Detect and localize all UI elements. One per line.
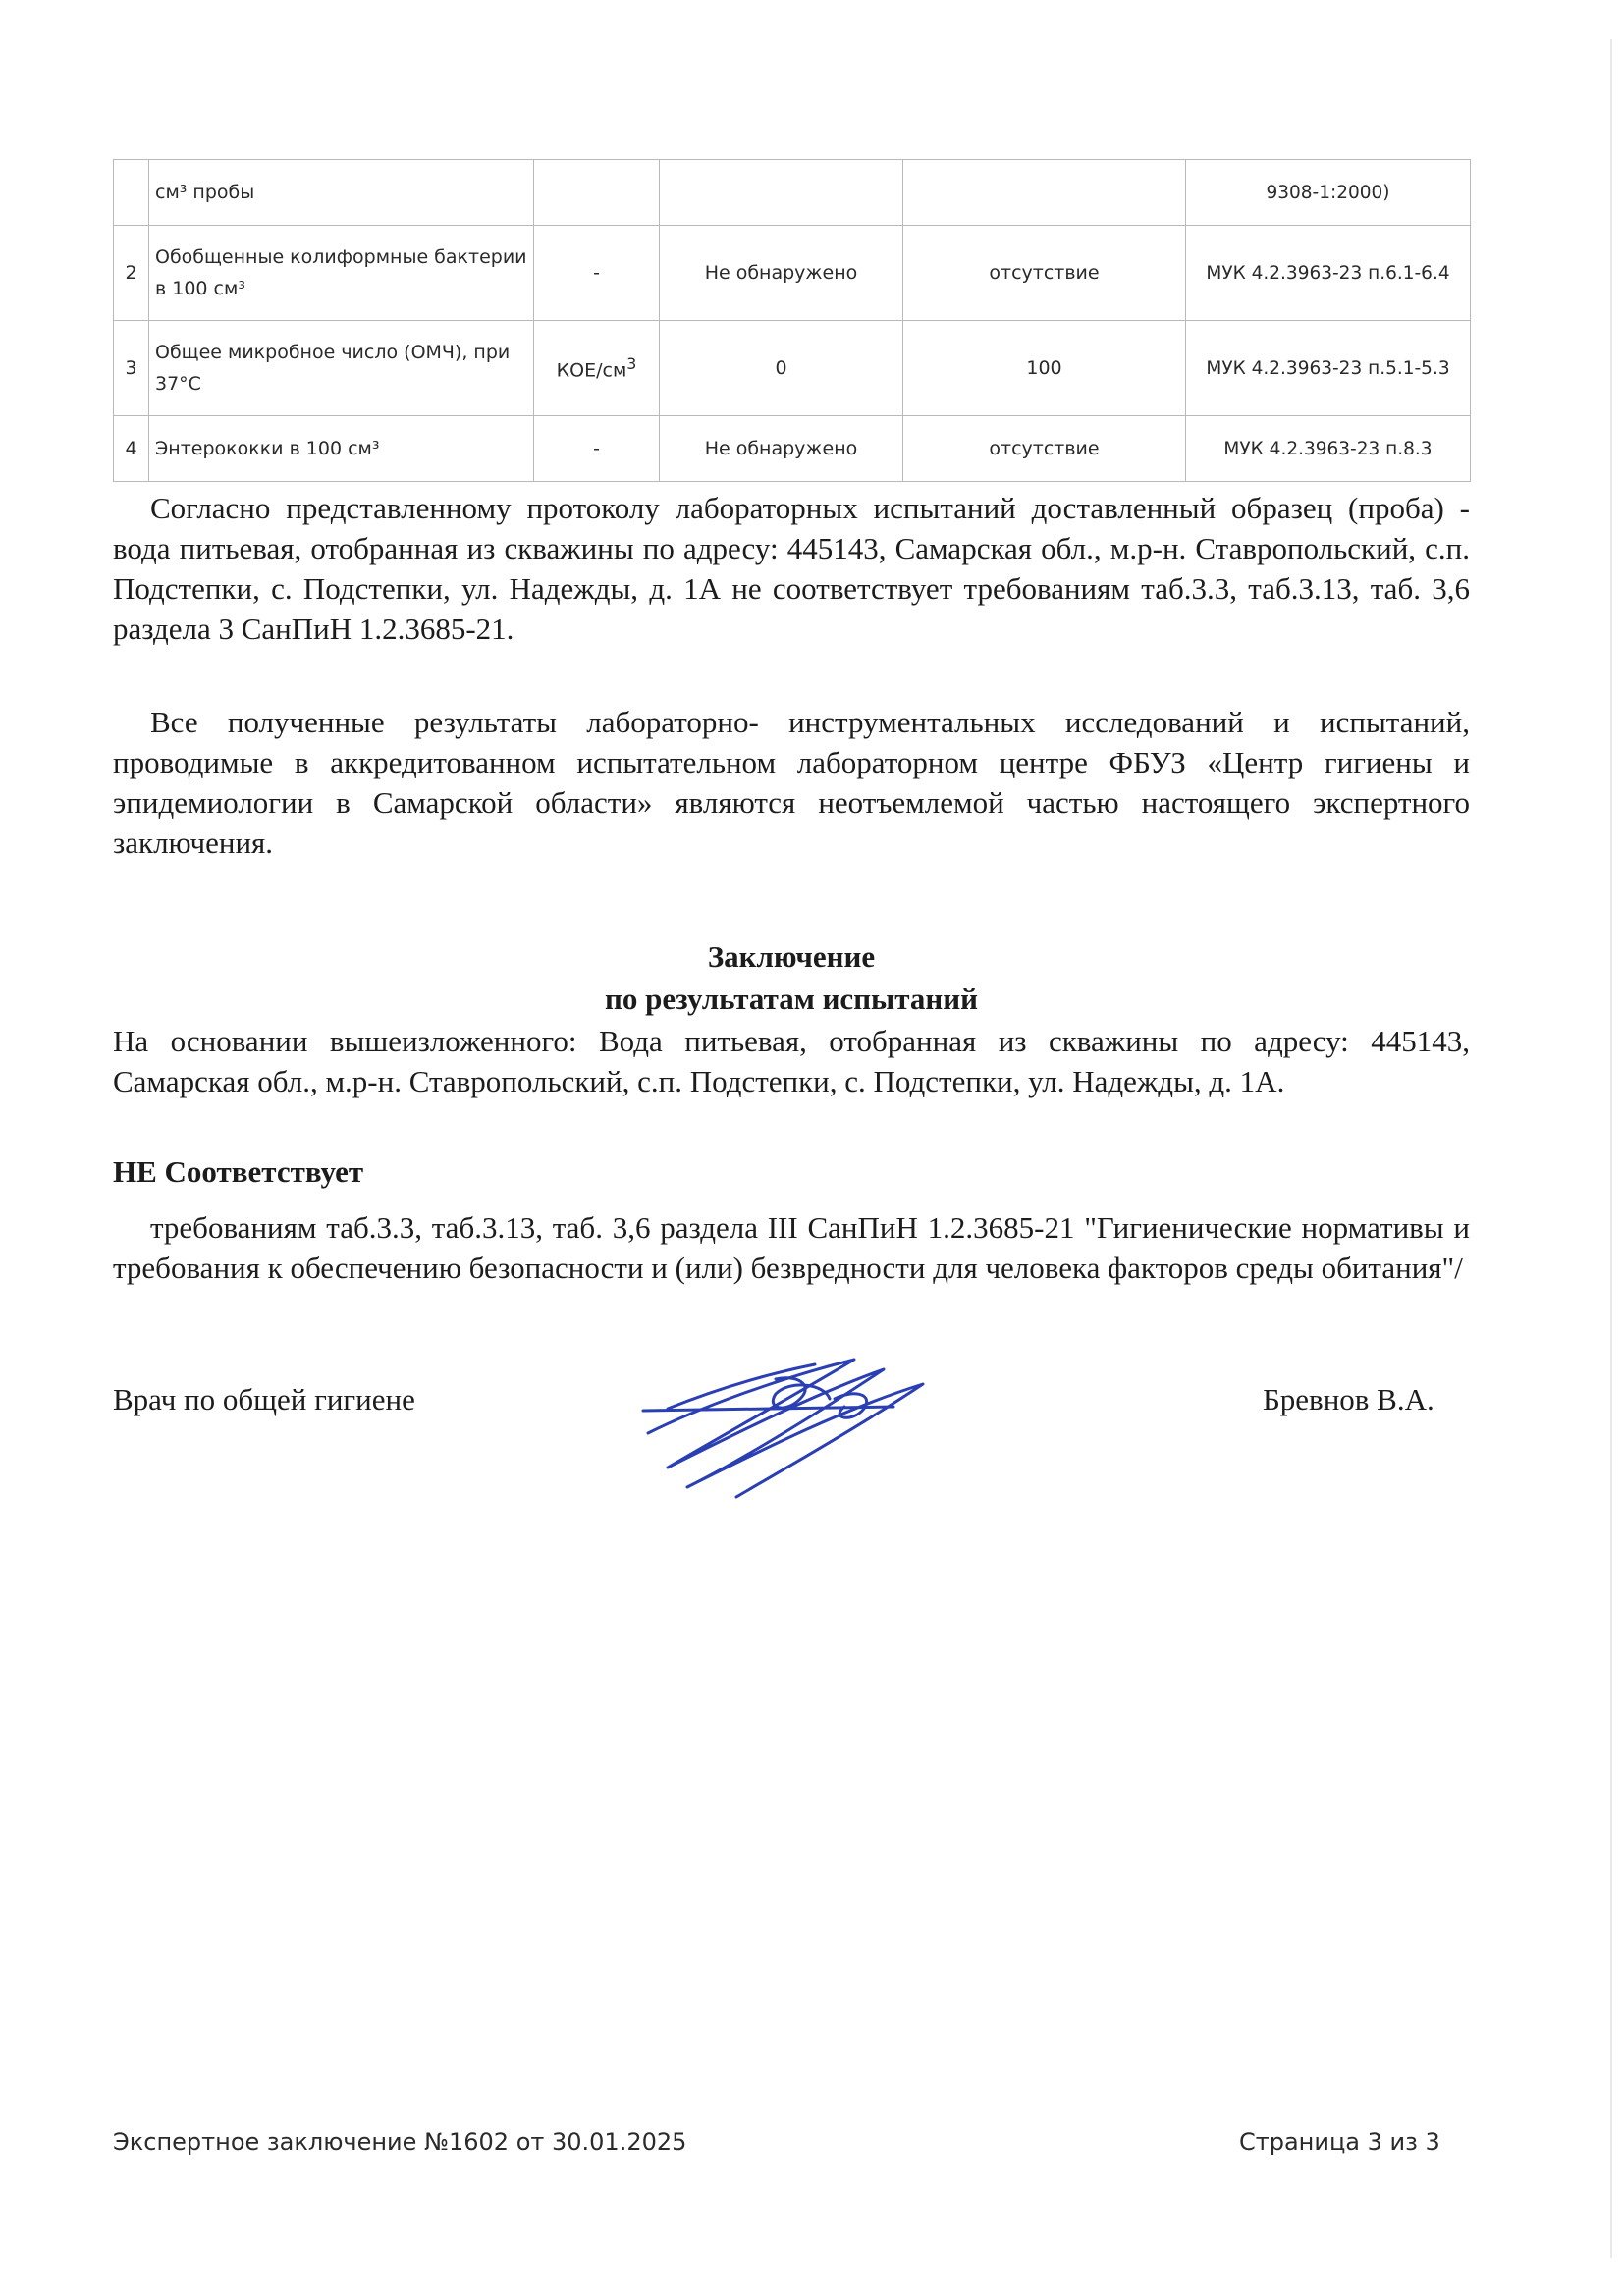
indicator-name: см³ пробы (149, 160, 534, 226)
requirements-paragraph: требованиям таб.3.3, таб.3.13, таб. 3,6 раздела III СанПиН 1.2.3685-21 "Гигиенические нормативы и требования к обеспечению безопасности и (или) безвредности для человека факторов среды обитания"/ (113, 1210, 1470, 1285)
accreditation-paragraph: Все полученные результаты лабораторно- инструментальных исследований и испытаний, проводимые в аккредитованном испытательном лабораторном центре ФБУЗ «Центр гигиены и эпидемиологии в Самарской области» являются неотъемлемой частью настоящего экспертного заключения. (113, 705, 1470, 860)
conclusion-basis: На основании вышеизложенного: Вода питьевая, отобранная из скважины по адресу: 445143, Самарская обл., м.р-н. Ставропольский, с.п. Подстепки, с. Подстепки, ул. Надежды, д. 1А. (113, 1024, 1470, 1098)
norm-cell: 100 (903, 321, 1186, 416)
signature-stroke (648, 1360, 923, 1497)
signer-name: Бревнов В.А. (1263, 1382, 1434, 1416)
row-number: 4 (114, 416, 149, 482)
result-cell: 0 (660, 321, 903, 416)
signer-position: Врач по общей гигиене (113, 1382, 415, 1416)
conclusion-title: Заключение (707, 939, 876, 974)
norm-cell: отсутствие (903, 416, 1186, 482)
signature-underline (643, 1407, 893, 1411)
scan-edge (1610, 39, 1612, 2258)
indicator-name: Энтерококки в 100 см³ (149, 416, 534, 482)
row-number (114, 160, 149, 226)
verdict: НЕ Соответствует (113, 1154, 364, 1189)
result-cell: Не обнаружено (660, 226, 903, 321)
handwritten-signature (628, 1340, 952, 1507)
unit-cell (534, 160, 660, 226)
table-row (114, 416, 1471, 482)
footer-document-ref: Экспертное заключение №1602 от 30.01.2025 (113, 2128, 687, 2156)
unit-cell: - (534, 416, 660, 482)
norm-cell (903, 160, 1186, 226)
indicator-name: Общее микробное число (ОМЧ), при 37°С (149, 321, 534, 416)
norm-cell: отсутствие (903, 226, 1186, 321)
method-cell: МУК 4.2.3963-23 п.6.1-6.4 (1186, 226, 1471, 321)
row-number: 2 (114, 226, 149, 321)
protocol-paragraph: Согласно представленному протоколу лабораторных испытаний доставленный образец (проба) - вода питьевая, отобранная из скважины по адресу: 445143, Самарская обл., м.р-н. Ставропольский, с.п. Подстепки, с. Подстепки, ул. Надежды, д. 1А не соответствует требованиям таб.3.3, таб.3.13, таб. 3,6 раздела 3 СанПиН 1.2.3685-21. (113, 491, 1470, 646)
unit-cell: - (534, 226, 660, 321)
table-row (114, 160, 1471, 226)
table-row (114, 226, 1471, 321)
conclusion-subtitle: по результатам испытаний (605, 982, 978, 1016)
results-table (113, 159, 1471, 482)
method-cell: МУК 4.2.3963-23 п.8.3 (1186, 416, 1471, 482)
method-cell: 9308-1:2000) (1186, 160, 1471, 226)
footer-page-number: Страница 3 из 3 (1239, 2128, 1440, 2156)
unit-cell (534, 321, 660, 416)
result-cell: Не обнаружено (660, 416, 903, 482)
method-cell: МУК 4.2.3963-23 п.5.1-5.3 (1186, 321, 1471, 416)
table-row (114, 321, 1471, 416)
unit-superscript: 3 (626, 354, 637, 374)
row-number: 3 (114, 321, 149, 416)
unit-text: КОЕ/см (556, 359, 627, 382)
signature-strokes (643, 1360, 923, 1497)
indicator-name: Обобщенные колиформные бактерии в 100 см³ (149, 226, 534, 321)
result-cell (660, 160, 903, 226)
